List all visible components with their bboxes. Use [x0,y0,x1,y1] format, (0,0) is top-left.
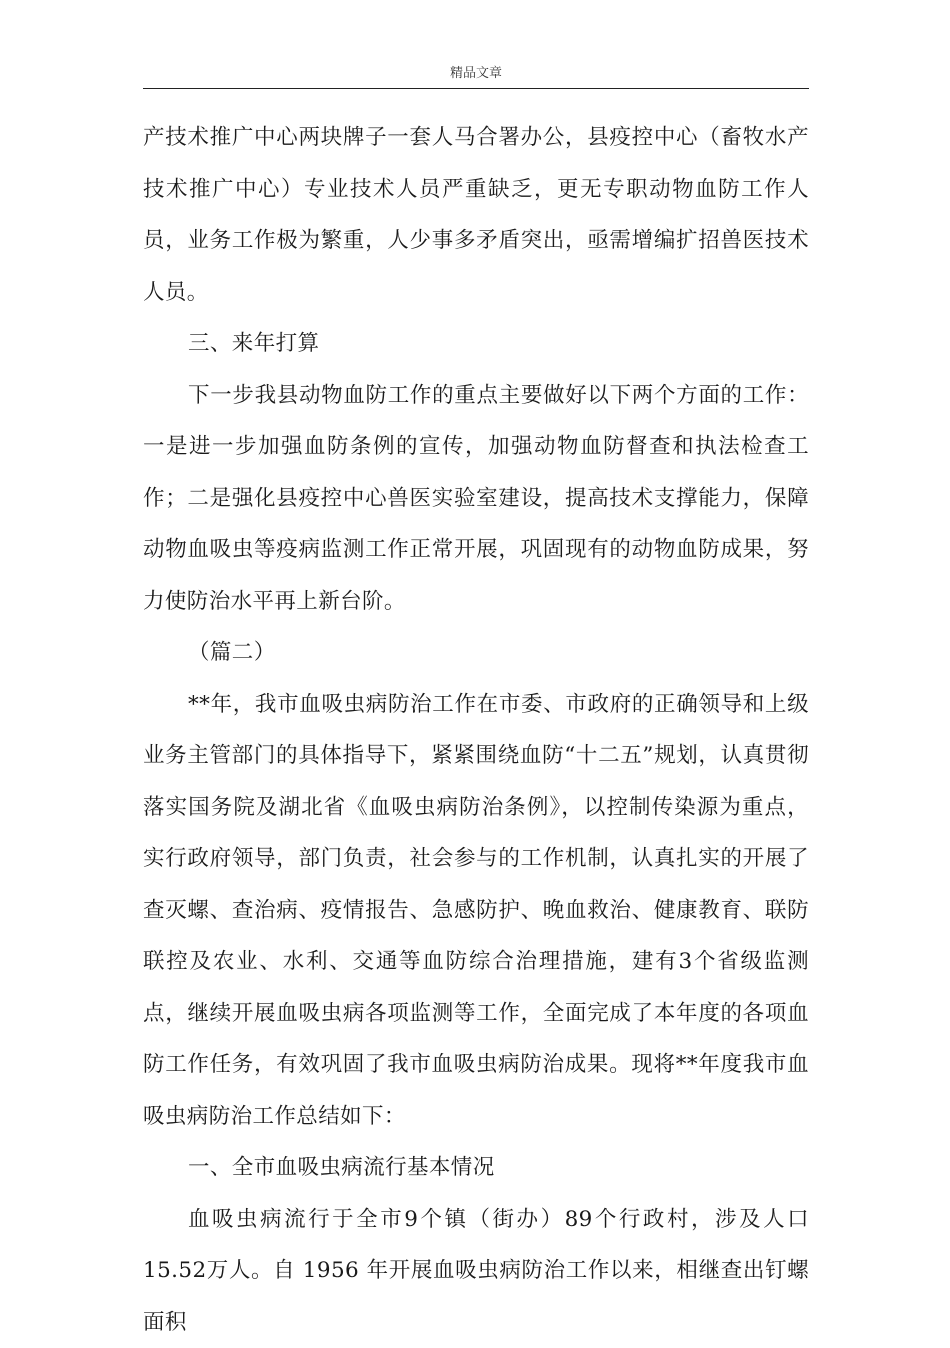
paragraph-epidemic: 血吸虫病流行于全市9个镇（街办）89个行政村，涉及人口15.52万人。自 1956 年开展血吸虫病防治工作以来，相继查出钉螺面积 [143,1194,809,1348]
paragraph-summary-intro: **年，我市血吸虫病防治工作在市委、市政府的正确领导和上级业务主管部门的具体指导下，紧紧围绕血防“十二五”规划，认真贯彻落实国务院及湖北省《血吸虫病防治条例》，以控制传染源为重点，实行政府领导，部门负责，社会参与的工作机制，认真扎实的开展了查灭螺、查治病、疫情报告、急感防护、晚血救治、健康教育、联防联控及农业、水利、交通等血防综合治理措施，建有3个省级监测点，继续开展血吸虫病各项监测等工作，全面完成了本年度的各项血防工作任务，有效巩固了我市血吸虫病防治成果。现将**年度我市血吸虫病防治工作总结如下： [143,679,809,1143]
paragraph-continuation: 产技术推广中心两块牌子一套人马合署办公，县疫控中心（畜牧水产技术推广中心）专业技术人员严重缺乏，更无专职动物血防工作人员，业务工作极为繁重，人少事多矛盾突出，亟需增编扩招兽医技术人员。 [143,112,809,318]
page-header: 精品文章 [143,64,809,88]
document-body [143,112,809,1348]
section-heading-epidemic: 一、全市血吸虫病流行基本情况 [143,1142,809,1194]
part-two-heading: （篇二） [143,627,809,679]
paragraph-plans: 下一步我县动物血防工作的重点主要做好以下两个方面的工作：一是进一步加强血防条例的宣传，加强动物血防督查和执法检查工作；二是强化县疫控中心兽医实验室建设，提高技术支撑能力，保障动物血吸虫等疫病监测工作正常开展，巩固现有的动物血防成果，努力使防治水平再上新台阶。 [143,370,809,628]
header-divider [143,88,809,89]
section-heading-plans: 三、来年打算 [143,318,809,370]
